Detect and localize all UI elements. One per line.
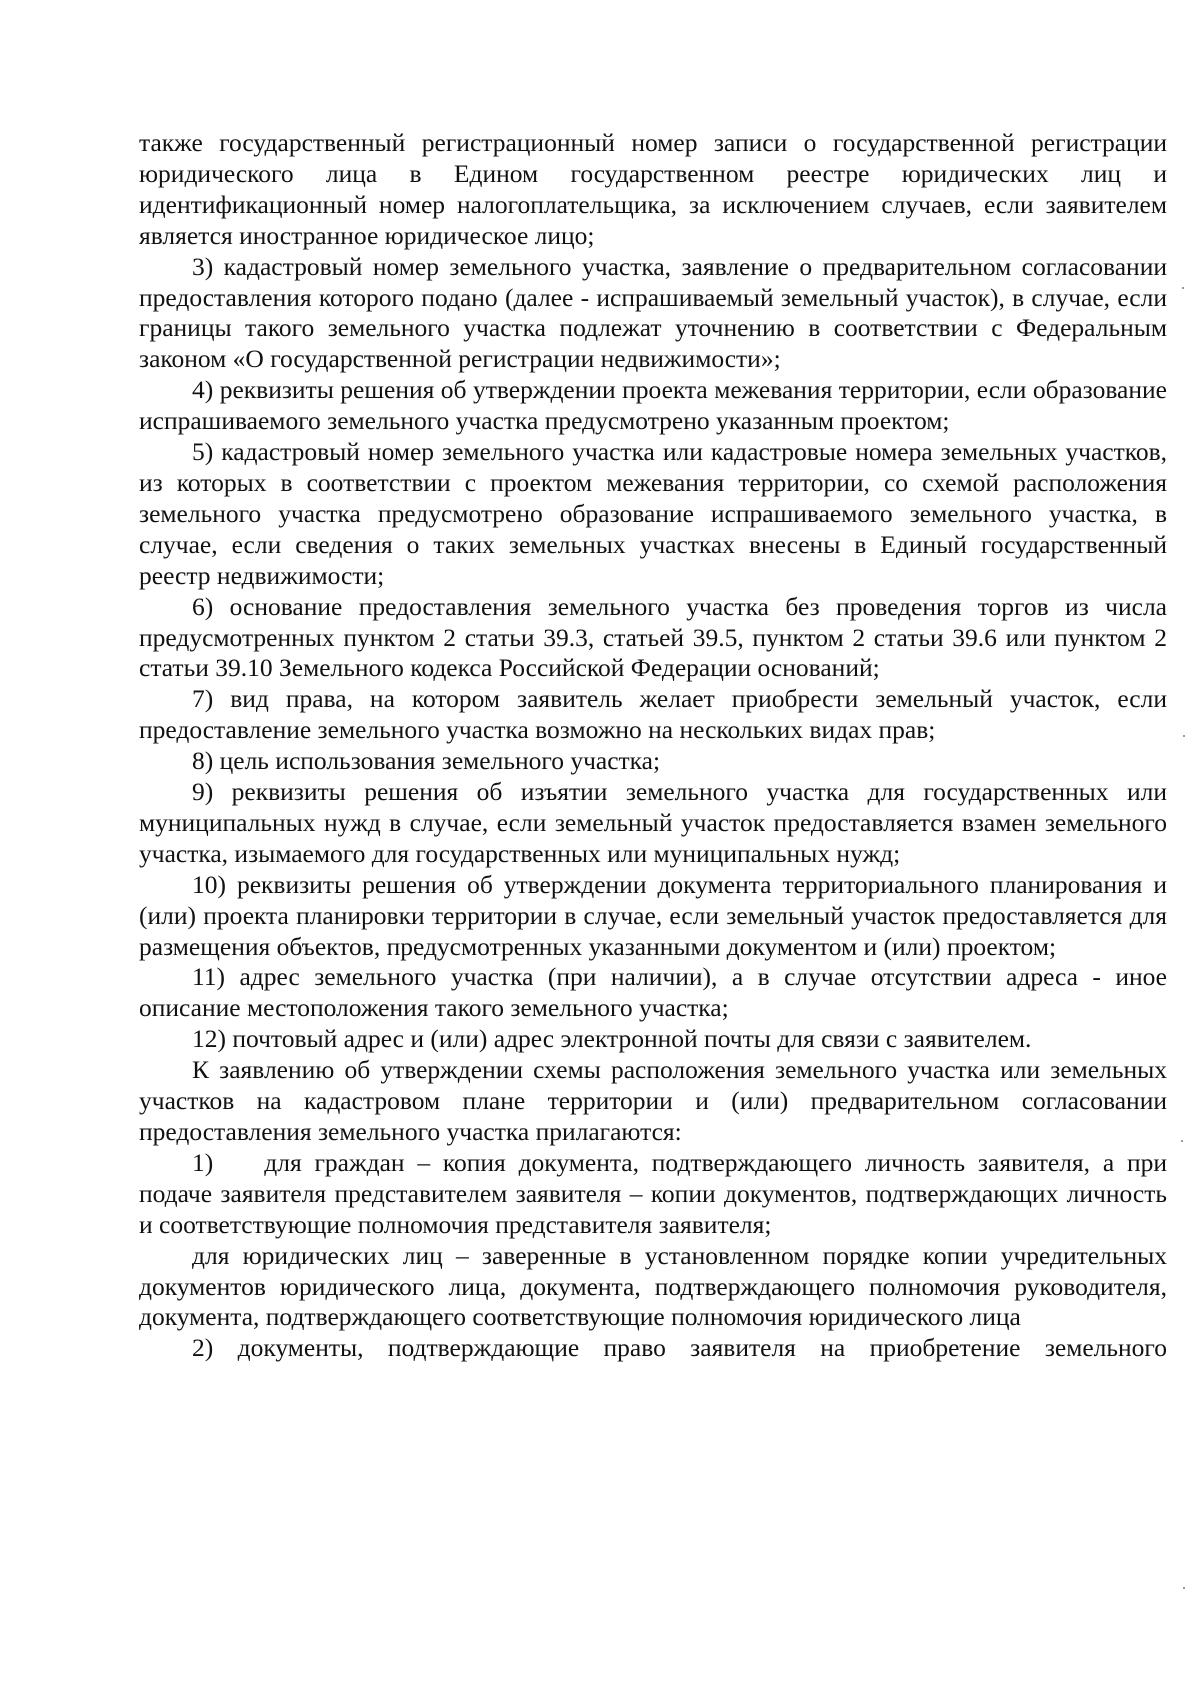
paragraph-item-5: 5) кадастровый номер земельного участка или кадастровые номера земельных участков, из которых в соответствии с проектом межевания территории, со схемой расположения земельного участка предусмотрено образование испрашиваемого земельного участка, в случае, если сведения о таких земельных участках внесены в Единый государственный реестр недвижимости;	[139, 437, 1167, 590]
paragraph-attachment-1-legal-entities: для юридических лиц – заверенные в установленном порядке копии учредительных документов юридического лица, документа, подтверждающего полномочия руководителя, документа, подтверждающего соответствующие полномочия юридического лица	[139, 1240, 1167, 1332]
scan-speck	[1183, 1587, 1185, 1589]
paragraph-attachment-1-citizens: 1) для граждан – копия документа, подтверждающего личность заявителя, а при подаче заявителя представителем заявителя – копии документов, подтверждающих личность и соответствующие полномочия представителя заявителя;	[139, 1147, 1167, 1239]
paragraph-item-7: 7) вид права, на котором заявитель желает приобрести земельный участок, если предоставление земельного участка возможно на нескольких видах прав;	[139, 684, 1167, 745]
paragraph-item-6: 6) основание предоставления земельного участка без проведения торгов из числа предусмотренных пунктом 2 статьи 39.3, статьей 39.5, пунктом 2 статьи 39.6 или пунктом 2 статьи 39.10 Земельного кодекса Российской Федерации оснований;	[139, 591, 1167, 683]
paragraph-attachments-intro: К заявлению об утверждении схемы расположения земельного участка или земельных участков на кадастровом плане территории и (или) предварительном согласовании предоставления земельного участка прилагаются:	[139, 1055, 1167, 1146]
paragraph-item-4: 4) реквизиты решения об утверждении проекта межевания территории, если образование испрашиваемого земельного участка предусмотрено указанным проектом;	[139, 375, 1167, 436]
paragraph-item-3: 3) кадастровый номер земельного участка, заявление о предварительном согласовании предоставления которого подано (далее - испрашиваемый земельный участок), в случае, если границы такого земельного участка подлежат уточнению в соответствии с Федеральным законом «О государственной регистрации недвижимости»;	[139, 251, 1167, 374]
paragraph-1: также государственный регистрационный номер записи о государственной регистрации юридического лица в Едином государственном реестре юридических лиц и идентификационный номер налогоплательщика, за исключением случаев, если заявителем является иностранное юридическое лицо;	[139, 128, 1167, 250]
paragraph-item-9: 9) реквизиты решения об изъятии земельного участка для государственных или муниципальных нужд в случае, если земельный участок предоставляется взамен земельного участка, изымаемого для государственных или муниципальных нужд;	[139, 777, 1167, 868]
paragraph-attachment-2: 2) документы, подтверждающие право заявителя на приобретение земельного	[192, 1333, 1167, 1363]
paragraph-item-12: 12) почтовый адрес и (или) адрес электронной почты для связи с заявителем.	[192, 1024, 1032, 1054]
paragraph-item-10: 10) реквизиты решения об утверждении документа территориального планирования и (или) проекта планировки территории в случае, если земельный участок предоставляется для размещения объектов, предусмотренных указанными документом и (или) проектом;	[139, 869, 1167, 961]
paragraph-item-8: 8) цель использования земельного участка;	[192, 746, 661, 776]
scan-speck	[1182, 287, 1184, 289]
document-page	[139, 128, 1167, 1364]
scan-speck	[1183, 735, 1185, 737]
scan-speck	[1181, 1140, 1183, 1142]
paragraph-item-11: 11) адрес земельного участка (при наличии), а в случае отсутствии адреса - иное описание местоположения такого земельного участка;	[139, 962, 1167, 1023]
